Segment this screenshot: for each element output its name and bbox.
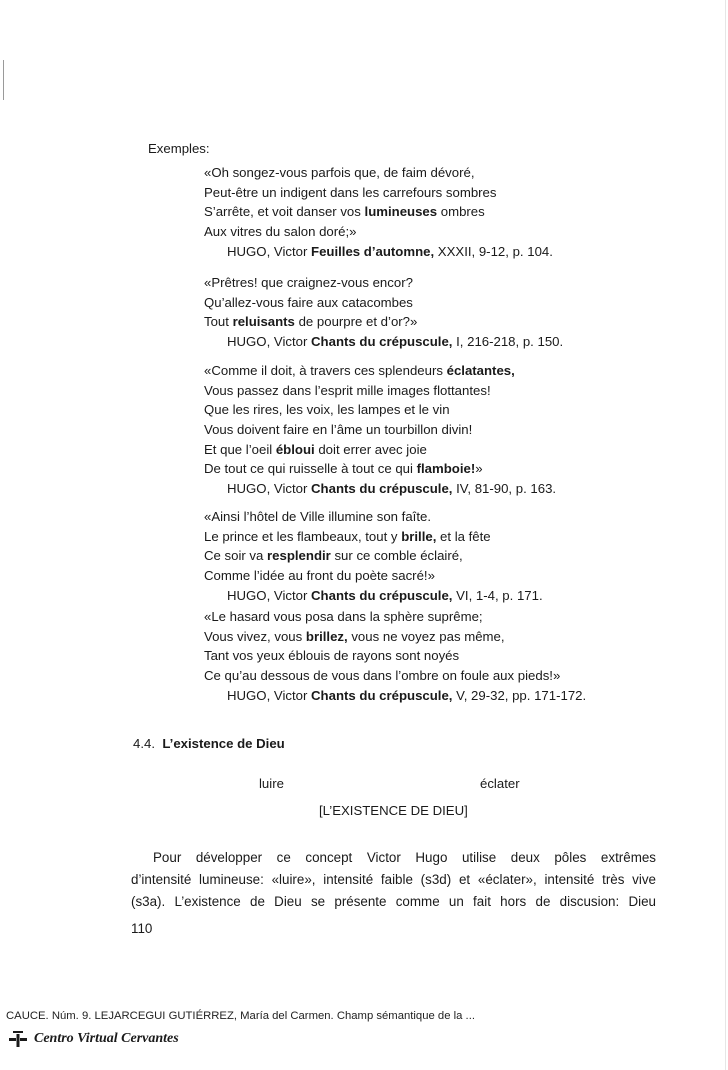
verse-text: vous ne voyez pas même, bbox=[347, 628, 505, 644]
verse-citation bbox=[204, 242, 553, 262]
verse-text: Qu’allez-vous faire aux catacombes bbox=[204, 294, 413, 310]
highlighted-term: Chants du crépuscule, bbox=[311, 687, 453, 703]
poem-stanza bbox=[204, 361, 556, 499]
highlighted-term: lumineuses bbox=[364, 204, 438, 220]
highlighted-term: ébloui bbox=[275, 441, 315, 457]
highlighted-term: brille, bbox=[401, 528, 437, 544]
section-heading bbox=[133, 736, 285, 751]
verse-text: HUGO, Victor bbox=[227, 243, 312, 259]
paragraph-line: Pour développer ce concept Victor Hugo utilise deux pôles extrêmes bbox=[153, 850, 656, 865]
verse-line bbox=[204, 666, 586, 686]
verse-citation bbox=[204, 479, 556, 499]
verse-text: doit errer avec joie bbox=[314, 441, 427, 457]
verse-text: VI, 1-4, p. 171. bbox=[452, 587, 543, 603]
verse-line bbox=[204, 222, 553, 242]
verse-text: HUGO, Victor bbox=[227, 334, 312, 350]
verse-text: V, 29-32, pp. 171-172. bbox=[452, 687, 587, 703]
highlighted-term: reluisants bbox=[232, 314, 295, 330]
verse-text: Vous doivent faire en l’âme un tourbillon divin! bbox=[204, 422, 473, 438]
cvc-logo-icon bbox=[8, 1030, 28, 1048]
verse-text: Tout bbox=[204, 314, 233, 330]
diagram-left-term: luire bbox=[259, 776, 284, 791]
verse-text: XXXII, 9-12, p. 104. bbox=[434, 243, 553, 259]
verse-text: » bbox=[475, 461, 483, 477]
highlighted-term: brillez, bbox=[305, 628, 348, 644]
verse-text: «Oh songez-vous parfois que, de faim dévoré, bbox=[204, 165, 475, 180]
verse-text: Vous passez dans l’esprit mille images flottantes! bbox=[204, 382, 491, 398]
verse-text: Comme l’idée au front du poète sacré!» bbox=[204, 568, 435, 584]
verse-line bbox=[204, 420, 556, 440]
verse-text: «Le hasard vous posa dans la sphère suprême; bbox=[204, 609, 483, 624]
verse-line bbox=[204, 459, 556, 479]
highlighted-term: Chants du crépuscule, bbox=[311, 481, 453, 497]
verse-line bbox=[204, 400, 556, 420]
verse-text: De tout ce qui ruisselle à tout ce qui bbox=[204, 461, 417, 477]
diagram-center-term: [L’EXISTENCE DE DIEU] bbox=[319, 803, 468, 818]
verse-text: Peut-être un indigent dans les carrefours sombres bbox=[204, 184, 497, 200]
verse-text: Le prince et les flambeaux, tout y bbox=[204, 528, 402, 544]
verse-text: de pourpre et d’or?» bbox=[294, 314, 418, 330]
verse-line bbox=[204, 293, 563, 313]
verse-line bbox=[204, 202, 553, 222]
examples-heading: Exemples: bbox=[148, 141, 210, 156]
verse-line bbox=[204, 273, 563, 293]
verse-text: Ce soir va bbox=[204, 548, 268, 564]
verse-line bbox=[204, 627, 586, 647]
verse-line bbox=[204, 312, 563, 332]
highlighted-term: éclatantes, bbox=[446, 363, 515, 378]
paragraph-line: (s3a). L’existence de Dieu se présente comme un fait hors de discusion: Dieu bbox=[131, 894, 656, 910]
verse-text: HUGO, Victor bbox=[227, 587, 312, 603]
poem-stanza bbox=[204, 607, 586, 705]
verse-line bbox=[204, 183, 553, 203]
verse-text: I, 216-218, p. 150. bbox=[452, 334, 564, 350]
verse-text: Vous vivez, vous bbox=[204, 628, 306, 644]
verse-line bbox=[204, 163, 553, 183]
verse-line bbox=[204, 566, 543, 586]
footer-citation: CAUCE. Núm. 9. LEJARCEGUI GUTIÉRREZ, María del Carmen. Champ sémantique de la ... bbox=[6, 1010, 475, 1022]
verse-line bbox=[204, 646, 586, 666]
verse-line bbox=[204, 381, 556, 401]
verse-text: «Prêtres! que craignez-vous encor? bbox=[204, 275, 413, 290]
verse-text: Que les rires, les voix, les lampes et le vin bbox=[204, 402, 450, 418]
paragraph-line: d’intensité lumineuse: «luire», intensité faible (s3d) et «éclater», intensité très vive bbox=[131, 872, 656, 888]
verse-text: ombres bbox=[437, 204, 485, 220]
verse-text: HUGO, Victor bbox=[227, 687, 312, 703]
highlighted-term: resplendir bbox=[267, 548, 331, 564]
verse-text: IV, 81-90, p. 163. bbox=[452, 481, 557, 497]
verse-line bbox=[204, 607, 586, 627]
poem-stanza bbox=[204, 273, 563, 352]
verse-line bbox=[204, 527, 543, 547]
verse-citation bbox=[204, 686, 586, 706]
verse-text: sur ce comble éclairé, bbox=[330, 548, 463, 564]
poem-stanza bbox=[204, 163, 553, 261]
diagram-right-term: éclater bbox=[480, 776, 520, 791]
verse-line bbox=[204, 440, 556, 460]
highlighted-term: Feuilles d’automne, bbox=[311, 243, 435, 259]
verse-line bbox=[204, 546, 543, 566]
section-number: 4.4. bbox=[133, 736, 155, 751]
verse-text: «Comme il doit, à travers ces splendeurs bbox=[204, 363, 447, 378]
verse-text: Ce qu’au dessous de vous dans l’ombre on foule aux pieds!» bbox=[204, 668, 561, 684]
footer-brand[interactable] bbox=[8, 1030, 179, 1048]
verse-text: Et que l’oeil bbox=[204, 441, 276, 457]
verse-text: Tant vos yeux éblouis de rayons sont noyés bbox=[204, 648, 460, 664]
highlighted-term: Chants du crépuscule, bbox=[311, 587, 453, 603]
verse-text: et la fête bbox=[436, 528, 491, 544]
scan-edge-mark bbox=[725, 0, 726, 1070]
verse-citation bbox=[204, 332, 563, 352]
verse-line bbox=[204, 361, 556, 381]
highlighted-term: flamboie! bbox=[416, 461, 476, 477]
highlighted-term: Chants du crépuscule, bbox=[311, 334, 453, 350]
poem-stanza bbox=[204, 507, 543, 605]
body-paragraph bbox=[131, 847, 656, 914]
verse-citation bbox=[204, 586, 543, 606]
verse-text: Aux vitres du salon doré;» bbox=[204, 224, 357, 240]
verse-text: HUGO, Victor bbox=[227, 481, 312, 497]
brand-name: Centro Virtual Cervantes bbox=[34, 1031, 179, 1046]
section-title: L’existence de Dieu bbox=[162, 736, 285, 751]
page-number: 110 bbox=[131, 921, 153, 936]
verse-text: S’arrête, et voit danser vos bbox=[204, 204, 365, 220]
verse-text: «Ainsi l’hôtel de Ville illumine son faîte. bbox=[204, 509, 432, 524]
scan-edge-mark bbox=[3, 60, 4, 100]
verse-line bbox=[204, 507, 543, 527]
